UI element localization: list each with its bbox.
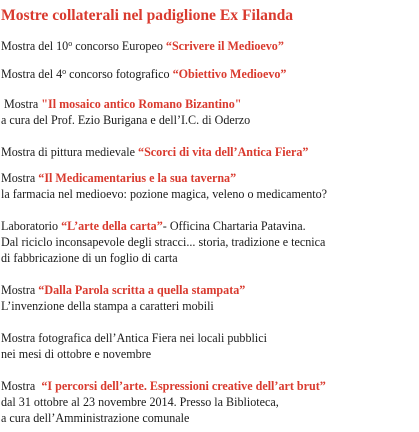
entry-heading-line [1, 144, 417, 160]
exhibition-entry-7 [1, 282, 417, 314]
entry-prefix: Mostra del 4 [1, 67, 63, 81]
entry-detail-line: Dal riciclo inconsapevole degli stracci... storia, tradizione e tecnica [1, 235, 326, 249]
entry-highlight: “I percorsi dell’arte. Espressioni creative dell’art brut” [41, 379, 326, 393]
entry-middle: concorso Europeo [72, 39, 166, 53]
entry-heading-line [1, 218, 417, 234]
exhibition-entry-9 [1, 378, 417, 426]
entry-detail-line: di fabbricazione di un foglio di carta [1, 251, 178, 265]
entry-prefix: Mostra [1, 379, 42, 393]
ordinal-mark: o [68, 39, 73, 48]
entry-heading-line [1, 378, 417, 394]
entry-heading-line [1, 96, 417, 112]
entry-detail-line: nei mesi di ottobre e novembre [1, 347, 152, 361]
entry-prefix: Mostra fotografica dell’Antica Fiera nei locali pubblici [1, 331, 267, 345]
entry-highlight: "Il mosaico antico Romano Bizantino" [41, 97, 242, 111]
entry-detail-line: L’invenzione della stampa a caratteri mobili [1, 299, 214, 313]
entry-highlight: “Obiettivo Medioevo” [172, 67, 287, 81]
entry-highlight: “L’arte della carta” [61, 219, 163, 233]
entry-highlight: “Scorci di vita dell’Antica Fiera” [138, 145, 309, 159]
entry-prefix: Mostra del 10 [1, 39, 69, 53]
entry-heading-line [1, 38, 417, 54]
entry-heading-line [1, 330, 417, 346]
entry-detail-line: la farmacia nel medioevo: pozione magica, veleno o medicamento? [1, 187, 328, 201]
entry-heading-line [1, 282, 417, 298]
ordinal-mark: o [62, 67, 67, 76]
entry-heading-line [1, 66, 417, 82]
exhibition-entry-2 [1, 66, 417, 82]
exhibition-entry-4 [1, 144, 417, 160]
entry-middle: concorso fotografico [66, 67, 173, 81]
entry-heading-line [1, 170, 417, 186]
entry-detail-line: dal 31 ottobre al 23 novembre 2014. Presso la Biblioteca, [1, 395, 279, 409]
entry-highlight: “Il Medicamentarius e la sua taverna” [38, 171, 237, 185]
entry-detail-line: a cura del Prof. Ezio Burigana e dell’I.C. di Oderzo [1, 113, 251, 127]
exhibition-entry-3 [1, 96, 417, 128]
entry-highlight: “Scrivere il Medioevo” [165, 39, 284, 53]
exhibition-entry-5 [1, 170, 417, 202]
entry-detail-line: a cura dell’Amministrazione comunale [1, 411, 190, 425]
entry-prefix: Mostra di pittura medievale [1, 145, 139, 159]
entry-prefix: Laboratorio [1, 219, 62, 233]
page-title: Mostre collaterali nel padiglione Ex Filanda [1, 7, 294, 24]
exhibition-entry-6 [1, 218, 417, 266]
entry-prefix: Mostra [1, 283, 39, 297]
exhibition-entry-1 [1, 38, 417, 54]
entry-prefix: Mostra [1, 171, 39, 185]
entry-suffix: - Officina Chartaria Patavina. [162, 219, 306, 233]
entry-prefix: Mostra [4, 97, 42, 111]
entry-highlight: “Dalla Parola scritta a quella stampata” [38, 283, 246, 297]
exhibition-entry-8 [1, 330, 417, 362]
